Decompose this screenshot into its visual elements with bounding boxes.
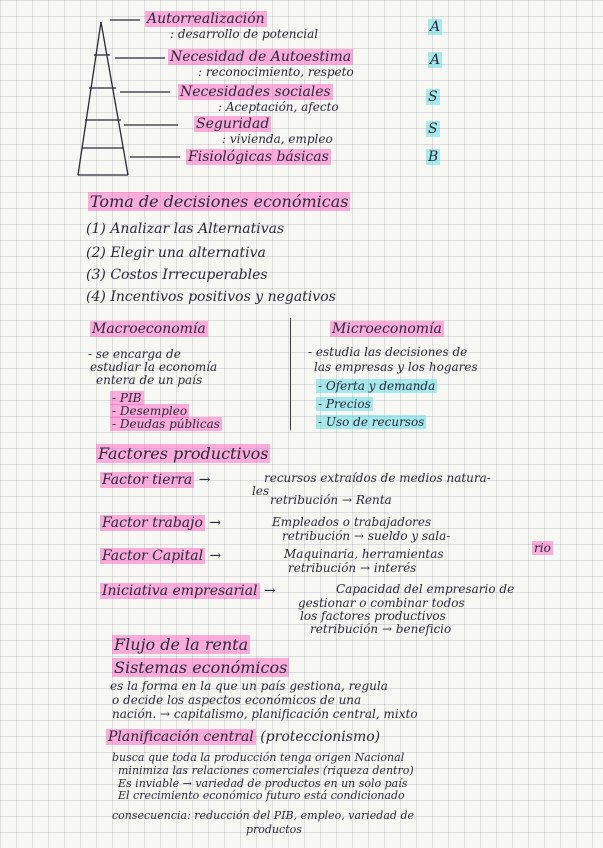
pyramid-level-3-grade: S — [428, 89, 438, 105]
factor-tierra-desc-2: les — [252, 484, 270, 498]
sistemas-title: Sistemas económicos — [114, 658, 288, 677]
factor-iniciativa-desc-4: retribución → beneficio — [310, 622, 452, 636]
pyramid-level-1-detail: : desarrollo de potencial — [170, 27, 319, 41]
macro-item-2: - Desempleo — [112, 404, 188, 418]
micro-item-2: - Precios — [318, 397, 371, 411]
planificacion-line-3: Es inviable → variedad de productos en un solo país — [118, 777, 408, 790]
factor-capital-name: Factor Capital → — [102, 548, 222, 564]
planificacion-title: Planificación central (proteccionismo) — [108, 729, 381, 745]
pyramid-level-5-title: Fisiológicas básicas — [188, 149, 329, 165]
factor-tierra-desc-1: recursos extraídos de medios natura- — [264, 471, 491, 485]
pyramid-level-1-title: Autorrealización — [147, 11, 265, 27]
pyramid-level-3-detail: : Aceptación, afecto — [218, 100, 339, 114]
decision-item-3: (3) Costos Irrecuperables — [86, 267, 268, 283]
flujo-title: Flujo de la renta — [114, 635, 249, 654]
pyramid-level-4-title: Seguridad — [196, 116, 270, 132]
factor-iniciativa-desc-1: Capacidad del empresario de — [336, 582, 515, 596]
decisions-title: Toma de decisiones económicas — [90, 192, 349, 211]
factor-tierra-name: Factor tierra → — [102, 472, 211, 488]
pyramid-level-2-grade: A — [430, 52, 441, 68]
factor-capital-desc-2: retribución → interés — [288, 561, 417, 575]
factor-iniciativa-desc-3: los factores productivos — [300, 609, 446, 623]
factor-trabajo-desc-3: rio — [534, 541, 551, 555]
decision-item-4: (4) Incentivos positivos y negativos — [86, 289, 336, 305]
micro-title: Microeconomía — [332, 321, 442, 337]
macro-desc-2: estudiar la economía — [90, 360, 218, 374]
planificacion-line-2: minimiza las relaciones comerciales (riqueza dentro) — [118, 764, 414, 777]
macro-item-3: - Deudas públicas — [112, 417, 220, 431]
factor-iniciativa-name: Iniciativa empresarial → — [102, 583, 276, 599]
micro-desc-1: - estudia las decisiones de — [308, 345, 468, 359]
pyramid-level-3-title: Necesidades sociales — [180, 84, 331, 100]
sistemas-line-3: nación. → capitalismo, planificación central, mixto — [112, 707, 418, 721]
pyramid-level-4-grade: S — [428, 121, 438, 137]
macro-title: Macroeconomía — [92, 321, 206, 337]
factor-trabajo-desc-1: Empleados o trabajadores — [272, 515, 432, 529]
sistemas-line-2: o decide los aspectos económicos de una — [112, 693, 362, 707]
planificacion-line-6: productos — [246, 823, 302, 836]
pyramid-level-1-grade: A — [430, 19, 441, 35]
pyramid-level-2-title: Necesidad de Autoestima — [170, 49, 352, 65]
macro-item-1: - PIB — [112, 391, 142, 405]
pyramid-level-4-detail: : vivienda, empleo — [222, 132, 333, 146]
factors-title: Factores productivos — [98, 444, 269, 463]
factor-trabajo-desc-2: retribución → sueldo y sala- — [282, 529, 451, 543]
sistemas-line-1: es la forma en la que un país gestiona, regula — [110, 679, 388, 693]
factor-capital-desc-1: Maquinaria, herramientas — [284, 547, 444, 561]
factor-tierra-desc-3: retribución → Renta — [270, 493, 392, 507]
planificacion-line-4: El crecimiento económico futuro está condicionado — [118, 789, 405, 802]
planificacion-line-1: busca que toda la producción tenga origen Nacional — [112, 751, 405, 764]
factor-iniciativa-desc-2: gestionar o combinar todos — [298, 596, 465, 610]
factor-trabajo-name: Factor trabajo → — [102, 515, 222, 531]
micro-item-1: - Oferta y demanda — [318, 379, 436, 393]
micro-desc-2: las empresas y los hogares — [314, 360, 478, 374]
pyramid-level-5-grade: B — [428, 149, 439, 165]
decision-item-2: (2) Elegir una alternativa — [86, 245, 266, 261]
column-divider — [290, 318, 291, 430]
micro-item-3: - Uso de recursos — [318, 415, 425, 429]
decision-item-1: (1) Analizar las Alternativas — [86, 221, 285, 237]
macro-desc-1: - se encarga de — [88, 347, 181, 361]
pyramid-level-2-detail: : reconocimiento, respeto — [198, 65, 354, 79]
planificacion-line-5: consecuencia: reducción del PIB, empleo, variedad de — [112, 809, 415, 822]
macro-desc-3: entera de un país — [96, 373, 203, 387]
